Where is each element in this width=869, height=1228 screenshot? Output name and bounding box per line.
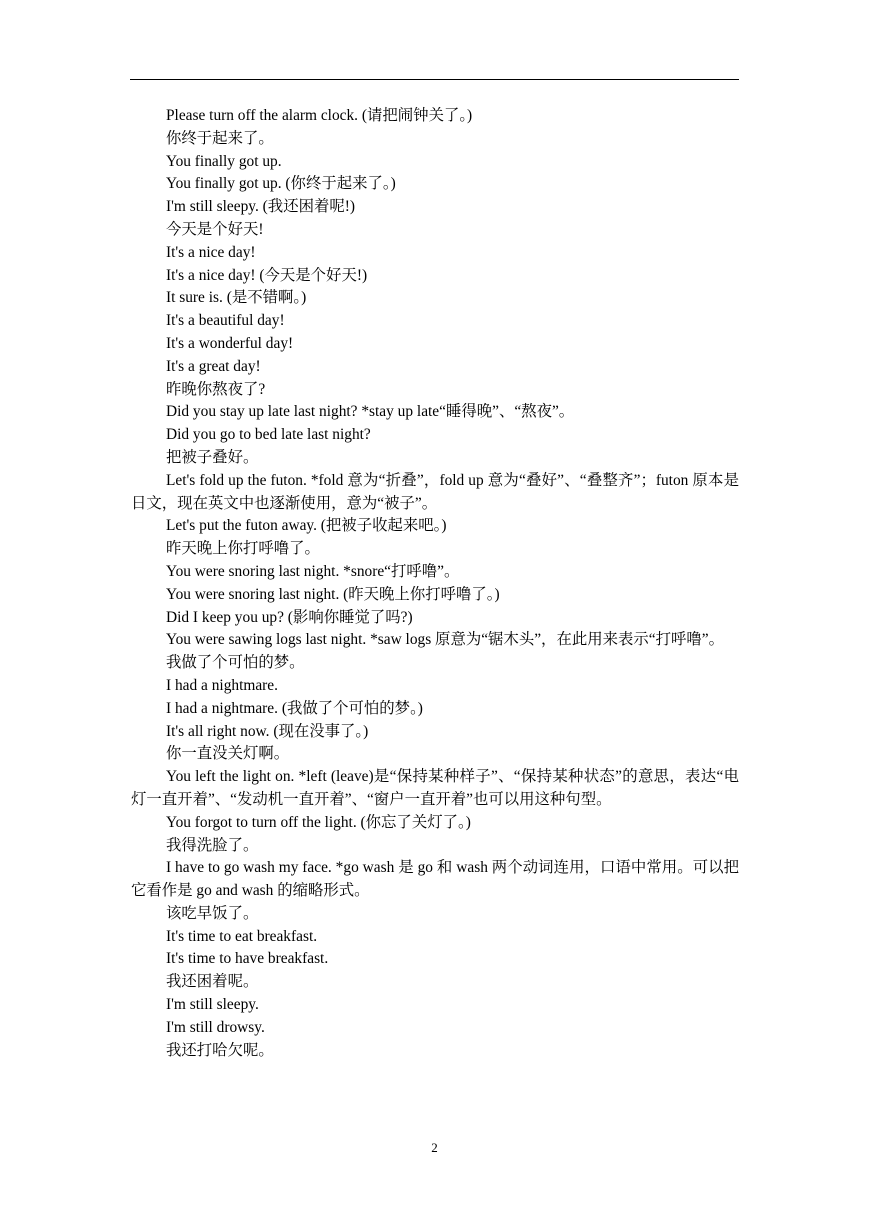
text-line: You finally got up. <box>166 152 282 170</box>
text-line: You were snoring last night. *snore“打呼噜”。 <box>166 562 460 580</box>
text-line: You were sawing logs last night. *saw logs 原意为“锯木头”，在此用来表示“打呼噜”。 <box>166 631 725 649</box>
text-line: I had a nightmare. <box>166 676 278 694</box>
header-rule <box>130 79 739 80</box>
text-line: Did you stay up late last night? *stay up late“睡得晚”、“熬夜”。 <box>166 403 575 421</box>
text-line: 我还困着呢。 <box>166 973 259 991</box>
text-line: 昨天晚上你打呼噜了。 <box>166 540 320 558</box>
text-line: It's all right now. (现在没事了。) <box>166 722 369 740</box>
text-line: It's a great day! <box>166 357 261 375</box>
text-line: 我还打哈欠呢。 <box>166 1041 274 1059</box>
text-line: 你一直没关灯啊。 <box>166 745 290 763</box>
text-line: It's time to have breakfast. <box>166 950 329 968</box>
text-line: 该吃早饭了。 <box>166 904 259 922</box>
text-line: It's a nice day! (今天是个好天!) <box>166 266 368 284</box>
text-line: I'm still sleepy. <box>166 996 259 1014</box>
text-line: I had a nightmare. (我做了个可怕的梦。) <box>166 699 423 717</box>
text-line: It sure is. (是不错啊。) <box>166 289 307 307</box>
text-line: It's a beautiful day! <box>166 312 285 330</box>
page-number: 2 <box>431 1140 438 1155</box>
text-line: You left the light on. *left (leave)是“保持某种样子”、“保持某种状态”的意思，表达“电灯一直开着”、“发动机一直开着”、“窗户一直开着”也可以用这种句型。 <box>131 768 739 808</box>
text-line: 昨晚你熬夜了? <box>166 380 266 398</box>
text-line: 你终于起来了。 <box>166 129 274 147</box>
text-line: 今天是个好天! <box>166 220 264 238</box>
text-line: Did I keep you up? (影响你睡觉了吗?) <box>166 608 413 626</box>
text-line: It's time to eat breakfast. <box>166 927 318 945</box>
text-line: I'm still sleepy. (我还困着呢!) <box>166 198 356 216</box>
text-line: 我得洗脸了。 <box>166 836 259 854</box>
text-line: I have to go wash my face. *go wash 是 go 和 wash 两个动词连用，口语中常用。可以把它看作是 go and wash 的缩略形式。 <box>131 859 739 900</box>
text-line: Did you go to bed late last night? <box>166 426 371 444</box>
document-body <box>131 105 739 1062</box>
text-line: 把被子叠好。 <box>166 448 259 466</box>
text-line: Let's fold up the futon. *fold 意为“折叠”，fold up 意为“叠好”、“叠整齐”；futon 原本是日文，现在英文中也逐渐使用，意为“被子”。 <box>131 471 739 512</box>
text-line: 我做了个可怕的梦。 <box>166 654 305 672</box>
text-line: It's a nice day! <box>166 243 256 261</box>
text-line: Please turn off the alarm clock. (请把闹钟关了。) <box>166 107 473 124</box>
text-line: You finally got up. (你终于起来了。) <box>166 175 396 193</box>
text-line: You were snoring last night. (昨天晚上你打呼噜了。) <box>166 585 500 603</box>
text-line: It's a wonderful day! <box>166 334 294 352</box>
text-line: I'm still drowsy. <box>166 1018 265 1036</box>
text-line: You forgot to turn off the light. (你忘了关灯了。) <box>166 813 471 831</box>
text-line: Let's put the futon away. (把被子收起来吧。) <box>166 517 447 535</box>
